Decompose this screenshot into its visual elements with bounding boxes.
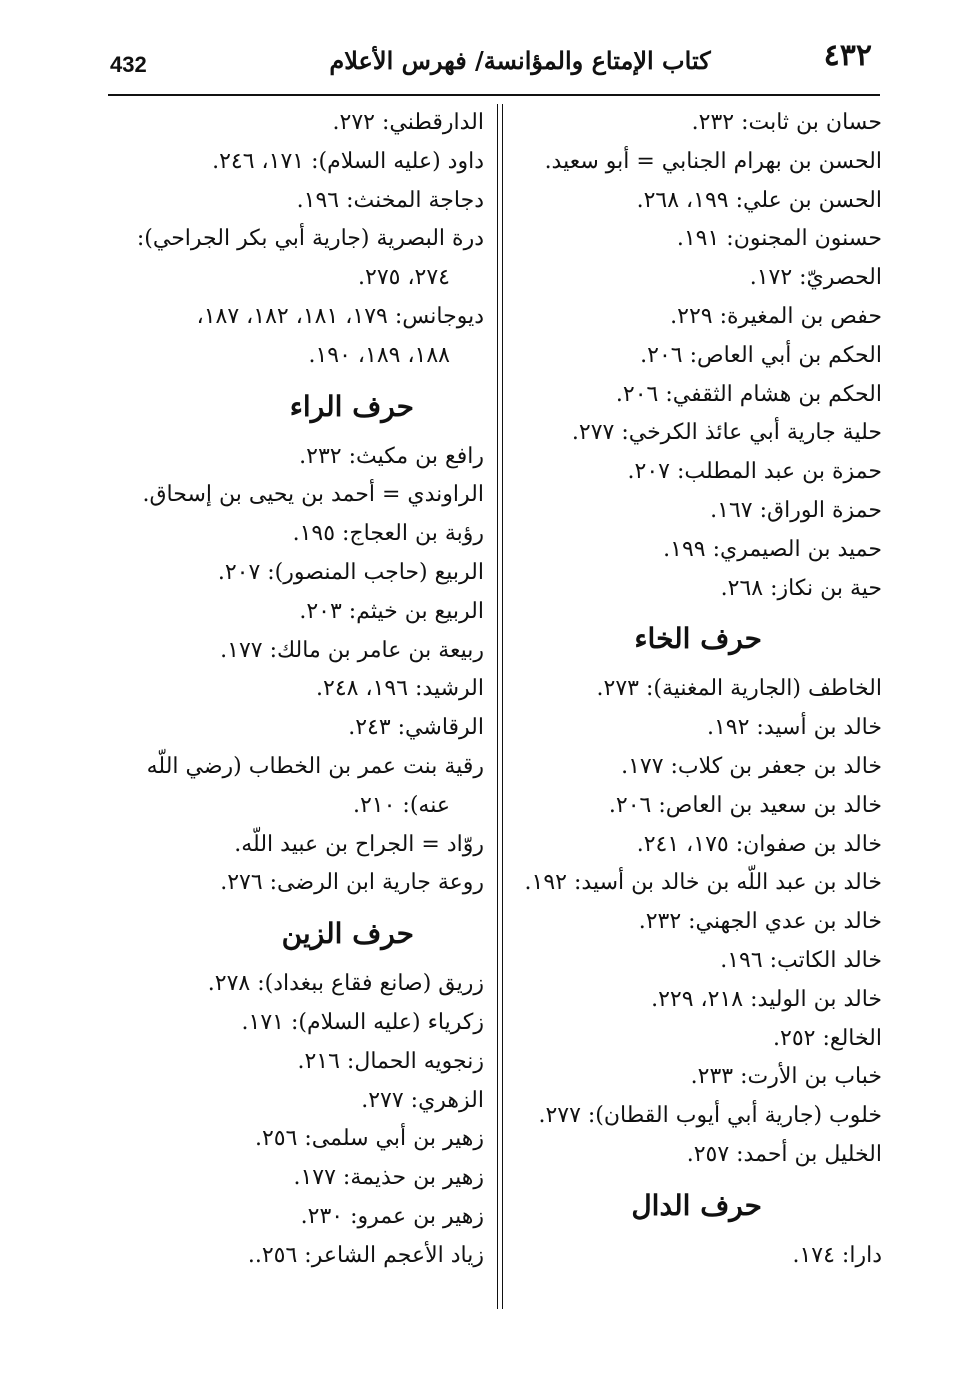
index-entry: رافع بن مكيث: ٢٣٢. <box>299 443 484 469</box>
index-entry: زهير بن حذيمة: ١٧٧. <box>293 1165 484 1191</box>
index-entry: رؤبة بن العجاج: ١٩٥. <box>292 521 484 547</box>
page-header <box>0 0 980 100</box>
index-entry: الربيع بن خيثم: ٢٠٣. <box>299 598 484 624</box>
index-entry: زنجويه الحمال: ٢١٦. <box>297 1048 484 1074</box>
index-entry: حمزة الوراق: ١٦٧. <box>710 497 882 523</box>
index-entry: دجاجة المخنث: ١٩٦. <box>296 187 484 213</box>
section-heading-raa: حرف الراء <box>289 389 414 423</box>
section-heading-khaa: حرف الخاء <box>634 622 762 656</box>
index-entry: خالد بن صفوان: ١٧٥، ٢٤١. <box>636 831 882 857</box>
index-entry: الحسن بن بهرام الجنابي = أبو سعيد. <box>544 148 882 174</box>
section-heading-zay: حرف الزين <box>281 917 414 951</box>
index-entry: الدارقطني: ٢٧٢. <box>332 110 484 135</box>
index-entry: خالد بن أسيد: ١٩٢. <box>706 715 882 741</box>
index-entry: ربيعة بن عامر بن مالك: ١٧٧. <box>220 637 484 663</box>
entry-group <box>112 104 484 220</box>
index-entry: الحسن بن علي: ١٩٩، ٢٦٨. <box>636 187 882 213</box>
index-entry: زياد الأعجم الشاعر: ٢٥٦.. <box>247 1242 484 1268</box>
index-entry: الخالع: ٢٥٢. <box>773 1025 882 1051</box>
header-rule <box>108 94 880 96</box>
index-entry: خالد بن سعيد بن العاص: ٢٠٦. <box>608 792 882 818</box>
index-entry: حمزة بن عبد المطلب: ٢٠٧. <box>627 459 882 485</box>
index-column-right <box>520 104 882 1276</box>
index-entry: زريق (صانع فقاع ببغداد): ٢٧٨. <box>207 971 484 997</box>
index-entry: الزهري: ٢٧٧. <box>361 1087 484 1113</box>
index-entry: خالد بن عدي الجهني: ٢٣٢. <box>638 909 882 935</box>
column-divider <box>497 104 503 1309</box>
entry-group <box>520 104 882 608</box>
index-entry: الرقاشي: ٢٤٣. <box>348 715 484 741</box>
entry-group <box>520 1237 882 1276</box>
index-entry: الخليل بن أحمد: ٢٥٧. <box>686 1141 882 1167</box>
section-heading-dal: حرف الدال <box>631 1188 762 1222</box>
index-entry: حسنون المجنون: ١٩١. <box>676 226 882 252</box>
index-entry: الحكم بن أبي العاص: ٢٠٦. <box>640 342 882 368</box>
index-entry: درة البصرية (جارية أبي بكر الجراحي): <box>136 226 484 252</box>
index-entry: زكرياء (عليه السلام): ١٧١. <box>241 1009 484 1035</box>
index-entry: دارا: ١٧٤. <box>792 1242 882 1268</box>
index-entry: خباب بن الأرت: ٢٣٣. <box>690 1064 882 1090</box>
index-entry: الحصريّ: ١٧٢. <box>749 265 882 291</box>
index-entry: حسان بن ثابت: ٢٣٢. <box>691 110 882 135</box>
index-entry: حميد بن الصيمري: ١٩٩. <box>663 536 882 562</box>
page-number-latin: 432 <box>110 52 147 77</box>
index-entry: حية بن نكاز: ٢٦٨. <box>720 575 882 601</box>
index-entry: الربيع (حاجب المنصور): ٢٠٧. <box>217 559 484 585</box>
index-entry: داود (عليه السلام): ١٧١، ٢٤٦. <box>212 148 484 174</box>
running-title: كتاب الإمتاع والمؤانسة/ فهرس الأعلام <box>329 46 711 75</box>
index-entry: خلوب (جارية أبي أيوب القطان): ٢٧٧. <box>538 1103 882 1129</box>
entry-group <box>112 965 484 1275</box>
index-entry-continuation: ١٨٨، ١٨٩، ١٩٠. <box>308 342 450 368</box>
index-entry-continuation: عنه): ٢١٠. <box>352 792 450 818</box>
index-entry-continuation: ٢٧٤، ٢٧٥. <box>358 265 450 291</box>
index-entry: الرشيد: ١٩٦، ٢٤٨. <box>316 676 484 702</box>
index-entry: الحكم بن هشام الثقفي: ٢٠٦. <box>615 381 882 407</box>
index-entry: الخاطف (الجارية المغنية): ٢٧٣. <box>596 676 882 702</box>
index-entry: روعة جارية ابن الرضى: ٢٧٦. <box>220 870 484 896</box>
index-entry: حفص بن المغيرة: ٢٢٩. <box>670 303 882 329</box>
index-column-left <box>112 104 484 1276</box>
entry-group <box>520 670 882 1174</box>
index-entry: الراوندي = أحمد بن يحيى بن إسحاق. <box>142 482 484 508</box>
index-entry: رقية بنت عمر بن الخطاب (رضي اللّه <box>146 753 484 779</box>
index-entry: خالد بن الوليد: ٢١٨، ٢٢٩. <box>651 986 882 1012</box>
index-entry: خالد الكاتب: ١٩٦. <box>720 947 882 973</box>
entry-group <box>112 826 484 904</box>
index-entry: ديوجانس: ١٧٩، ١٨١، ١٨٢، ١٨٧، <box>196 303 484 329</box>
entry-group <box>112 438 484 748</box>
index-entry: زهير بن عمرو: ٢٣٠. <box>300 1203 484 1229</box>
index-entry: زهير بن أبي سلمى: ٢٥٦. <box>254 1126 484 1152</box>
index-entry: خالد بن عبد اللّه بن خالد بن أسيد: ١٩٢. <box>524 870 882 896</box>
index-entry: روّاد = الجراح بن عبيد اللّه. <box>234 831 484 857</box>
page-number-arabic: ٤٣٢ <box>823 38 872 73</box>
index-entry: حلية جارية أبي عائذ الكرخي: ٢٧٧. <box>571 420 882 446</box>
index-entry: خالد بن جعفر بن كلاب: ١٧٧. <box>621 753 882 779</box>
